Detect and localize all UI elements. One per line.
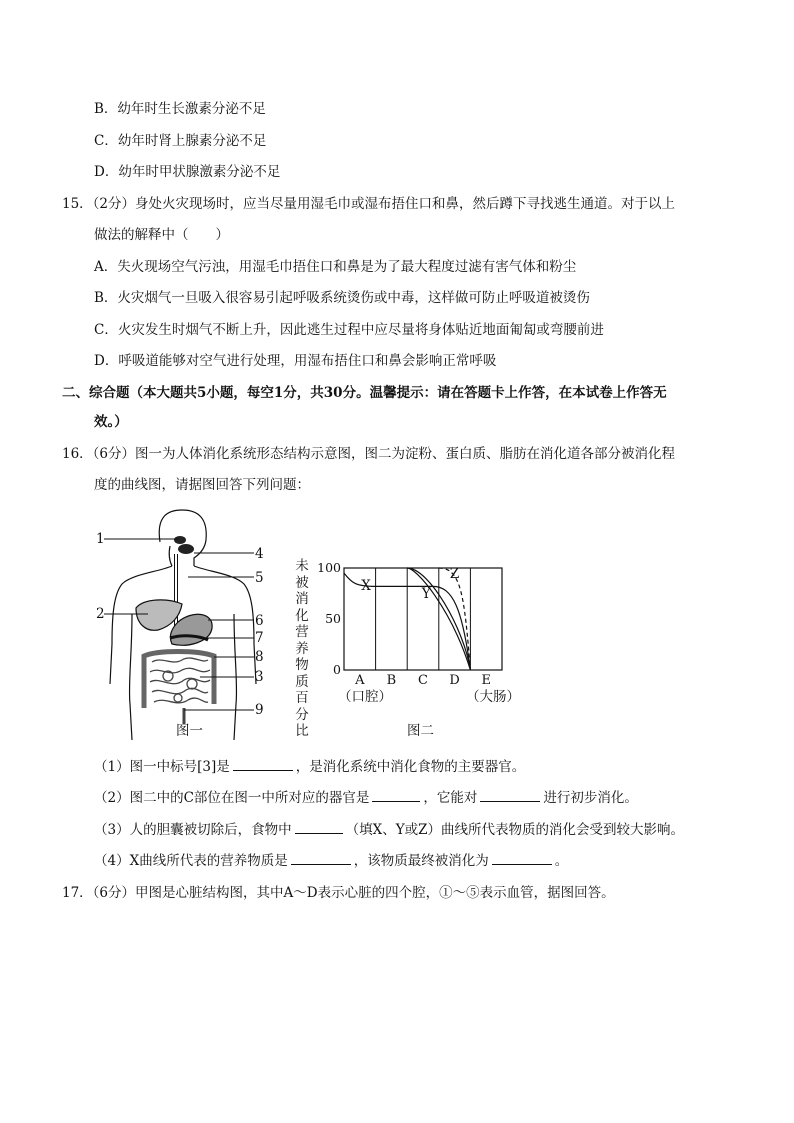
fig2-sub-mouth: （口腔）: [338, 689, 392, 705]
fig1-label-1: 1: [96, 531, 105, 547]
q16-sub2-text-c: 进行初步消化。: [543, 790, 638, 806]
q16-sub4-text-c: 。: [554, 853, 569, 869]
chart-xtick-label: D: [449, 673, 460, 688]
q16-sub1-text-a: （1）图一中标号[3]是: [94, 759, 230, 775]
q14-option-c: C．幼年时肾上腺素分泌不足: [94, 133, 267, 149]
fig1-label-6: 6: [255, 613, 264, 629]
q15-stem-line2: 做法的解释中（ ）: [94, 227, 229, 243]
chart-ytick-label: 0: [333, 662, 341, 677]
fig1-label-8: 8: [255, 649, 264, 665]
q16-sub1: [94, 758, 525, 776]
chart-series-z-label: Z: [449, 566, 460, 582]
q16-sub3: [94, 821, 684, 839]
q15-option-c: C．火灾发生时烟气不断上升，因此逃生过程中应尽量将身体贴近地面匍匐或弯腰前进: [94, 322, 604, 338]
fig2-ylabel-6: 比: [295, 723, 309, 739]
q16-stem-line2: 度的曲线图，请据图回答下列问题：: [94, 477, 310, 493]
q14-option-d: D．幼年时甲状腺激素分泌不足: [94, 164, 281, 180]
q15-option-a: A．失火现场空气污浊，用湿毛巾捂住口和鼻是为了最大程度过滤有害气体和粉尘: [94, 259, 577, 275]
chart-series-y-label: Y: [421, 586, 431, 602]
q16-sub2-text-a: （2）图二中的C部位在图一中所对应的器官是: [94, 790, 370, 806]
q16-sub3-text-a: （3）人的胆囊被切除后，食物中: [94, 822, 292, 838]
q15-option-b: B．火灾烟气一旦吸入很容易引起呼吸系统烫伤或中毒，这样做可防止呼吸道被烫伤: [94, 290, 590, 306]
answer-blank-5[interactable]: [291, 852, 351, 865]
chart-xtick-label: B: [386, 673, 397, 688]
figure2-digestion-chart: [286, 556, 526, 706]
answer-blank-3[interactable]: [480, 789, 540, 802]
q14-option-b: B．幼年时生长激素分泌不足: [94, 101, 266, 117]
q16-sub4: [94, 852, 568, 870]
answer-blank-1[interactable]: [233, 758, 293, 771]
chart-xtick-label: E: [481, 673, 491, 688]
section2-heading-line1: 二、综合题（本大题共5小题，每空1分，共30分。温馨提示：请在答题卡上作答，在本试卷上作答无: [62, 385, 667, 401]
fig2-sub-large-intestine: （大肠）: [466, 689, 520, 705]
fig1-label-3: 3: [255, 669, 264, 685]
q16-sub2-text-b: ，它能对: [423, 790, 478, 806]
answer-blank-2[interactable]: [372, 789, 420, 802]
fig2-caption: 图二: [407, 723, 434, 739]
fig2-ylabel-5: 百分: [295, 690, 309, 723]
fig1-label-7: 7: [255, 630, 264, 646]
fig1-label-4: 4: [255, 546, 264, 562]
section2-heading-line2: 效。）: [94, 414, 128, 430]
chart-ytick-label: 50: [325, 611, 341, 626]
answer-blank-4[interactable]: [295, 821, 343, 834]
fig2-ylabel-3: 营养: [295, 624, 309, 657]
q16-sub4-text-a: （4）X曲线所代表的营养物质是: [94, 853, 288, 869]
fig1-label-2: 2: [96, 606, 105, 622]
answer-blank-6[interactable]: [492, 852, 552, 865]
q16-sub2: [94, 789, 638, 807]
q16-sub1-text-b: ，是消化系统中消化食物的主要器官。: [295, 759, 526, 775]
fig1-caption: 图一: [176, 723, 203, 739]
chart-series-x-label: X: [361, 578, 371, 594]
chart-xtick-label: A: [355, 673, 365, 688]
fig2-ylabel: [290, 558, 314, 740]
fig2-ylabel-1: 未被: [295, 558, 309, 591]
fig1-label-5: 5: [255, 570, 264, 586]
q15-stem-line1: 15．（2分）身处火灾现场时，应当尽量用湿毛巾或湿布捂住口和鼻，然后蹲下寻找逃生通道。对于以上: [62, 196, 676, 212]
fig2-ylabel-2: 消化: [295, 591, 309, 624]
chart-xtick-label: C: [418, 673, 428, 688]
fig2-ylabel-4: 物质: [295, 657, 309, 690]
q16-sub4-text-b: ，该物质最终被消化为: [353, 853, 489, 869]
chart-ytick-label: 100: [317, 560, 341, 575]
q15-option-d: D．呼吸道能够对空气进行处理，用湿布捂住口和鼻会影响正常呼吸: [94, 353, 497, 369]
q17-stem: 17．（6分）甲图是心脏结构图，其中A～D表示心脏的四个腔，①～⑤表示血管，据图回答。: [62, 885, 615, 901]
fig1-label-9: 9: [255, 702, 264, 718]
figure1-digestive-diagram: [88, 504, 278, 740]
q16-stem-line1: 16．（6分）图一为人体消化系统形态结构示意图，图二为淀粉、蛋白质、脂肪在消化道各部分被消化程: [62, 446, 676, 462]
q16-sub3-text-b: （填X、Y或Z）曲线所代表物质的消化会受到较大影响。: [345, 822, 684, 838]
